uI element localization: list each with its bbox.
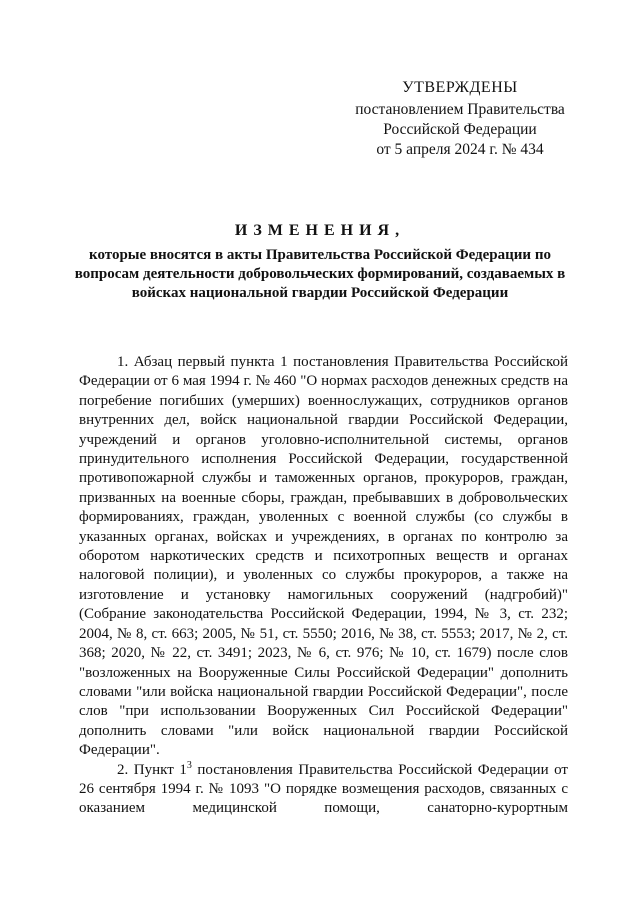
paragraph-2-superscript: 3 xyxy=(186,759,192,771)
paragraph-2-prefix: 2. Пункт 1 xyxy=(117,761,187,778)
document-subtitle: которые вносятся в акты Правительства Российской Федерации по вопросам деятельности добровольческих формирований, создаваемых в войсках национальной гвардии Российской Федерации xyxy=(74,247,566,301)
document-title-block xyxy=(70,222,570,303)
paragraph-1: 1. Абзац первый пункта 1 постановления Правительства Российской Федерации от 6 мая 1994 г. № 460 "О нормах расходов денежных средств на погребение погибших (умерших) военнослужащих, сотрудников органов внутренних дел, войск национальной гвардии Российской Федерации, учреждений и органов уголовно-исполнительной системы, органов принудительного исполнения Российской Федерации, государственной противопожарной службы и таможенных органов, прокуроров, граждан, призванных на военные сборы, граждан, пребывавших в добровольческих формированиях, граждан, уволенных с военной службы (со службы в указанных органах, войсках и учреждениях, в органах по контролю за оборотом наркотических средств и психотропных веществ и органах налоговой полиции), и уволенных со службы прокуроров, а также на изготовление и установку намогильных сооружений (надгробий)" (Собрание законодательства Российской Федерации, 1994, № 3, ст. 232; 2004, № 8, ст. 663; 2005, № 51, ст. 5550; 2016, № 38, ст. 5553; 2017, № 2, ст. 368; 2020, № 22, ст. 3491; 2023, № 6, ст. 976; № 10, ст. 1679) после слов "возложенных на Вооруженные Силы Российской Федерации" дополнить словами "или войска национальной гвардии Российской Федерации", после слов "при использовании Вооруженных Сил Российской Федерации" дополнить словами "или войск национальной гвардии Российской Федерации". xyxy=(79,354,568,759)
approval-line-2: Российской Федерации xyxy=(383,121,537,138)
approval-stamp xyxy=(330,78,590,160)
paragraph-2-text: постановления Правительства Российской Федерации от 26 сентября 1994 г. № 1093 "О порядке возмещения расходов, связанных с оказанием медицинской помощи, санаторно-курортным xyxy=(79,761,568,817)
approval-line-3: от 5 апреля 2024 г. № 434 xyxy=(376,141,544,158)
approval-line-1: постановлением Правительства xyxy=(355,101,565,118)
document-title: ИЗМЕНЕНИЯ, xyxy=(234,222,406,239)
paragraph-2 xyxy=(79,761,568,819)
document-body xyxy=(79,353,568,819)
approval-heading: УТВЕРЖДЕНЫ xyxy=(402,79,518,96)
